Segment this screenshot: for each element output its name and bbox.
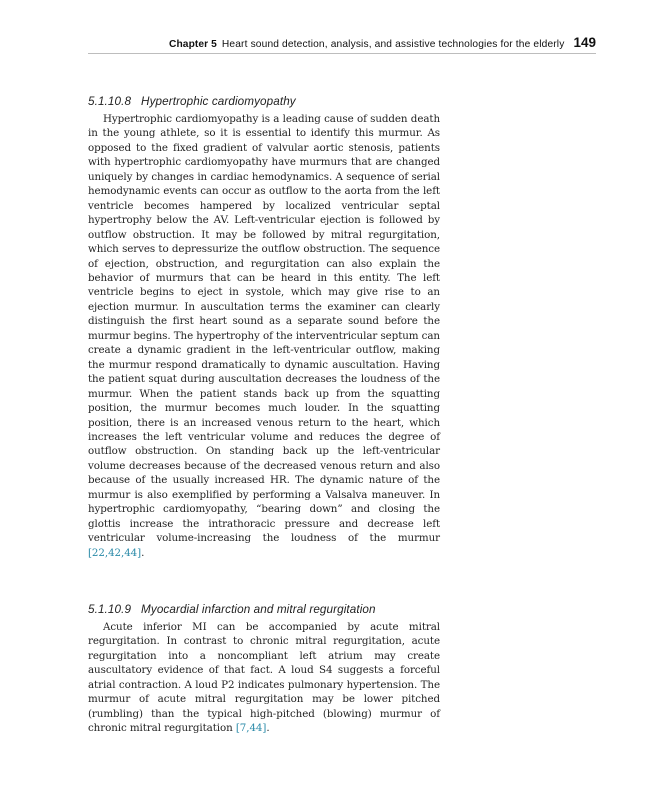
paragraph-end: . xyxy=(266,722,270,735)
paragraph-end: . xyxy=(141,546,145,559)
section-mi-mitral-regurgitation xyxy=(88,603,440,736)
paragraph-text: Hypertrophic cardiomyopathy is a leading cause of sudden death in the young athlete, so it is essential to identify this murmur. As opposed to the fixed gradient of valvular aortic stenosis, patients with hypertrophic cardiomyopathy have murmurs that are changed uniquely by changes in cardiac hemodynamics. A sequence of serial hemodynamic events can occur as outflow to the aorta from the left ventricle becomes hampered by localized ventricular septal hypertrophy below the AV. Left-ventricular ejection is followed by outflow obstruction. It may be followed by mitral regurgitation, which serves to depressurize the outflow obstruction. The sequence of ejection, obstruction, and regurgitation can also explain the behavior of murmurs that can be heard in this entity. The left ventricle begins to eject in systole, which may give rise to an ejection murmur. In auscultation terms the examiner can clearly distinguish the first heart sound as a separate sound before the murmur begins. The hypertrophy of the interventricular septum can create a dynamic gradient in the left-ventricular outflow, making the murmur respond dramatically to dynamic auscultation. Having the patient squat during auscultation decreases the loudness of the murmur. When the patient stands back up from the squatting position, the murmur becomes much louder. In the squatting position, there is an increased venous return to the heart, which increases the left ventricular volume and reduces the degree of outflow obstruction. On standing back up the left-ventricular volume decreases because of the decreased venous return and also because of the usually increased HR. The dynamic nature of the murmur is also exemplified by performing a Valsalva maneuver. In hypertrophic cardiomyopathy, “bearing down” and closing the glottis increase the intrathoracic pressure and decrease left ventricular volume-increasing the loudness of the murmur xyxy=(88,113,440,545)
section-hypertrophic-cardiomyopathy xyxy=(88,95,440,560)
citation-link[interactable]: [22,42,44] xyxy=(88,546,142,559)
page-number: 149 xyxy=(573,35,596,50)
paragraph-text: Acute inferior MI can be accompanied by acute mitral regurgitation. In contrast to chronic mitral regurgitation, acute regurgitation into a noncompliant left atrium may create auscultatory evidence of that fact. A loud S4 suggests a forceful atrial contraction. A loud P2 indicates pulmonary hypertension. The murmur of acute mitral regurgitation may be lower pitched (rumbling) than the typical high-pitched (blowing) murmur of chronic mitral regurgitation xyxy=(88,621,440,735)
section-title: Myocardial infarction and mitral regurgitation xyxy=(141,603,376,616)
section-heading xyxy=(88,603,440,616)
body-paragraph xyxy=(88,112,440,560)
chapter-title: Heart sound detection, analysis, and assistive technologies for the elderly xyxy=(221,39,565,50)
chapter-label: Chapter 5 xyxy=(169,39,217,50)
section-number: 5.1.10.9 xyxy=(88,603,132,616)
body-paragraph xyxy=(88,620,440,736)
section-number: 5.1.10.8 xyxy=(88,95,132,108)
running-header xyxy=(88,32,596,54)
section-heading xyxy=(88,95,440,108)
section-title: Hypertrophic cardiomyopathy xyxy=(141,95,296,108)
citation-link[interactable]: [7,44] xyxy=(235,722,267,735)
